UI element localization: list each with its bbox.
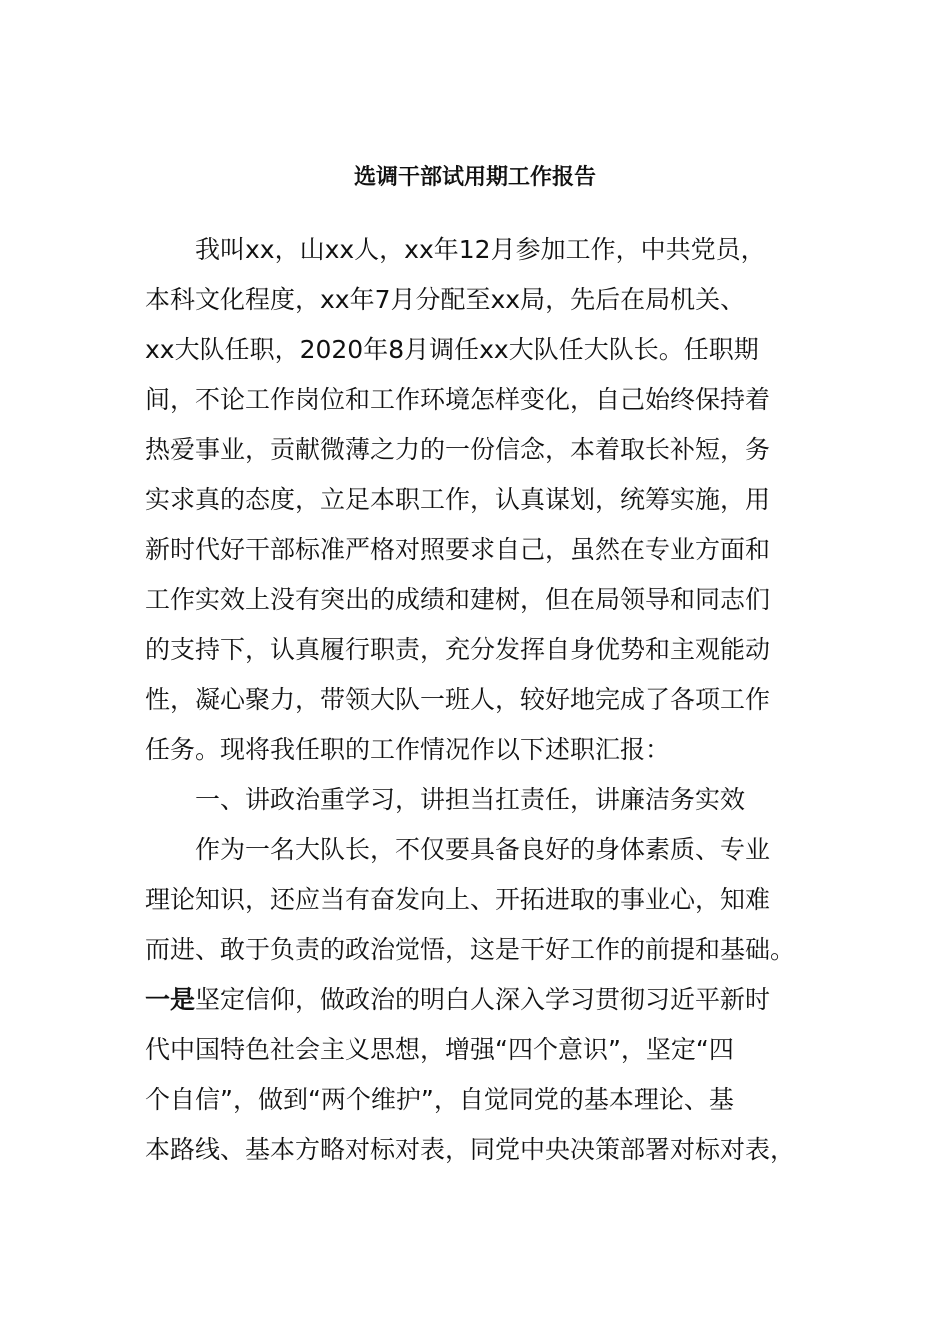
paragraph-line: xx大队任职，2020年8月调任xx大队任大队长。任职期 [145,335,759,364]
paragraph-line: 理论知识，还应当有奋发向上、开拓进取的事业心，知难 [145,885,771,914]
paragraph-line: 工作实效上没有突出的成绩和建树，但在局领导和同志们 [145,585,771,614]
paragraph-line: 本路线、基本方略对标对表，同党中央决策部署对标对表， [145,1135,796,1164]
paragraph-line: 的支持下，认真履行职责，充分发挥自身优势和主观能动 [145,635,771,664]
paragraph-line-mixed [145,980,770,1020]
paragraph-line: 任务。现将我任职的工作情况作以下述职汇报： [145,735,671,764]
paragraph-line: 间，不论工作岗位和工作环境怎样变化，自己始终保持着 [145,385,771,414]
paragraph-line: 作为一名大队长，不仅要具备良好的身体素质、专业 [195,835,771,864]
paragraph-text: 坚定信仰，做政治的明白人深入学习贯彻习近平新时 [195,985,771,1014]
paragraph-line: 热爱事业，贡献微薄之力的一份信念，本着取长补短，务 [145,435,771,464]
paragraph-line: 新时代好干部标准严格对照要求自己，虽然在专业方面和 [145,535,771,564]
paragraph-line: 实求真的态度，立足本职工作，认真谋划，统筹实施，用 [145,485,771,514]
paragraph-line: 代中国特色社会主义思想，增强“四个意识”，坚定“四 [145,1035,734,1064]
paragraph-line: 我叫xx，山xx人，xx年12月参加工作，中共党员， [195,235,766,264]
document-title: 选调干部试用期工作报告 [353,165,596,190]
emphasis-label: 一是 [145,985,196,1014]
paragraph-line: 性，凝心聚力，带领大队一班人，较好地完成了各项工作 [145,685,771,714]
paragraph-line: 而进、敢于负责的政治觉悟，这是干好工作的前提和基础。 [145,935,796,964]
section-heading: 一、讲政治重学习，讲担当扛责任，讲廉洁务实效 [195,785,746,814]
paragraph-line: 本科文化程度，xx年7月分配至xx局，先后在局机关、 [145,285,746,314]
paragraph-line: 个自信”，做到“两个维护”，自觉同党的基本理论、基 [145,1085,734,1114]
